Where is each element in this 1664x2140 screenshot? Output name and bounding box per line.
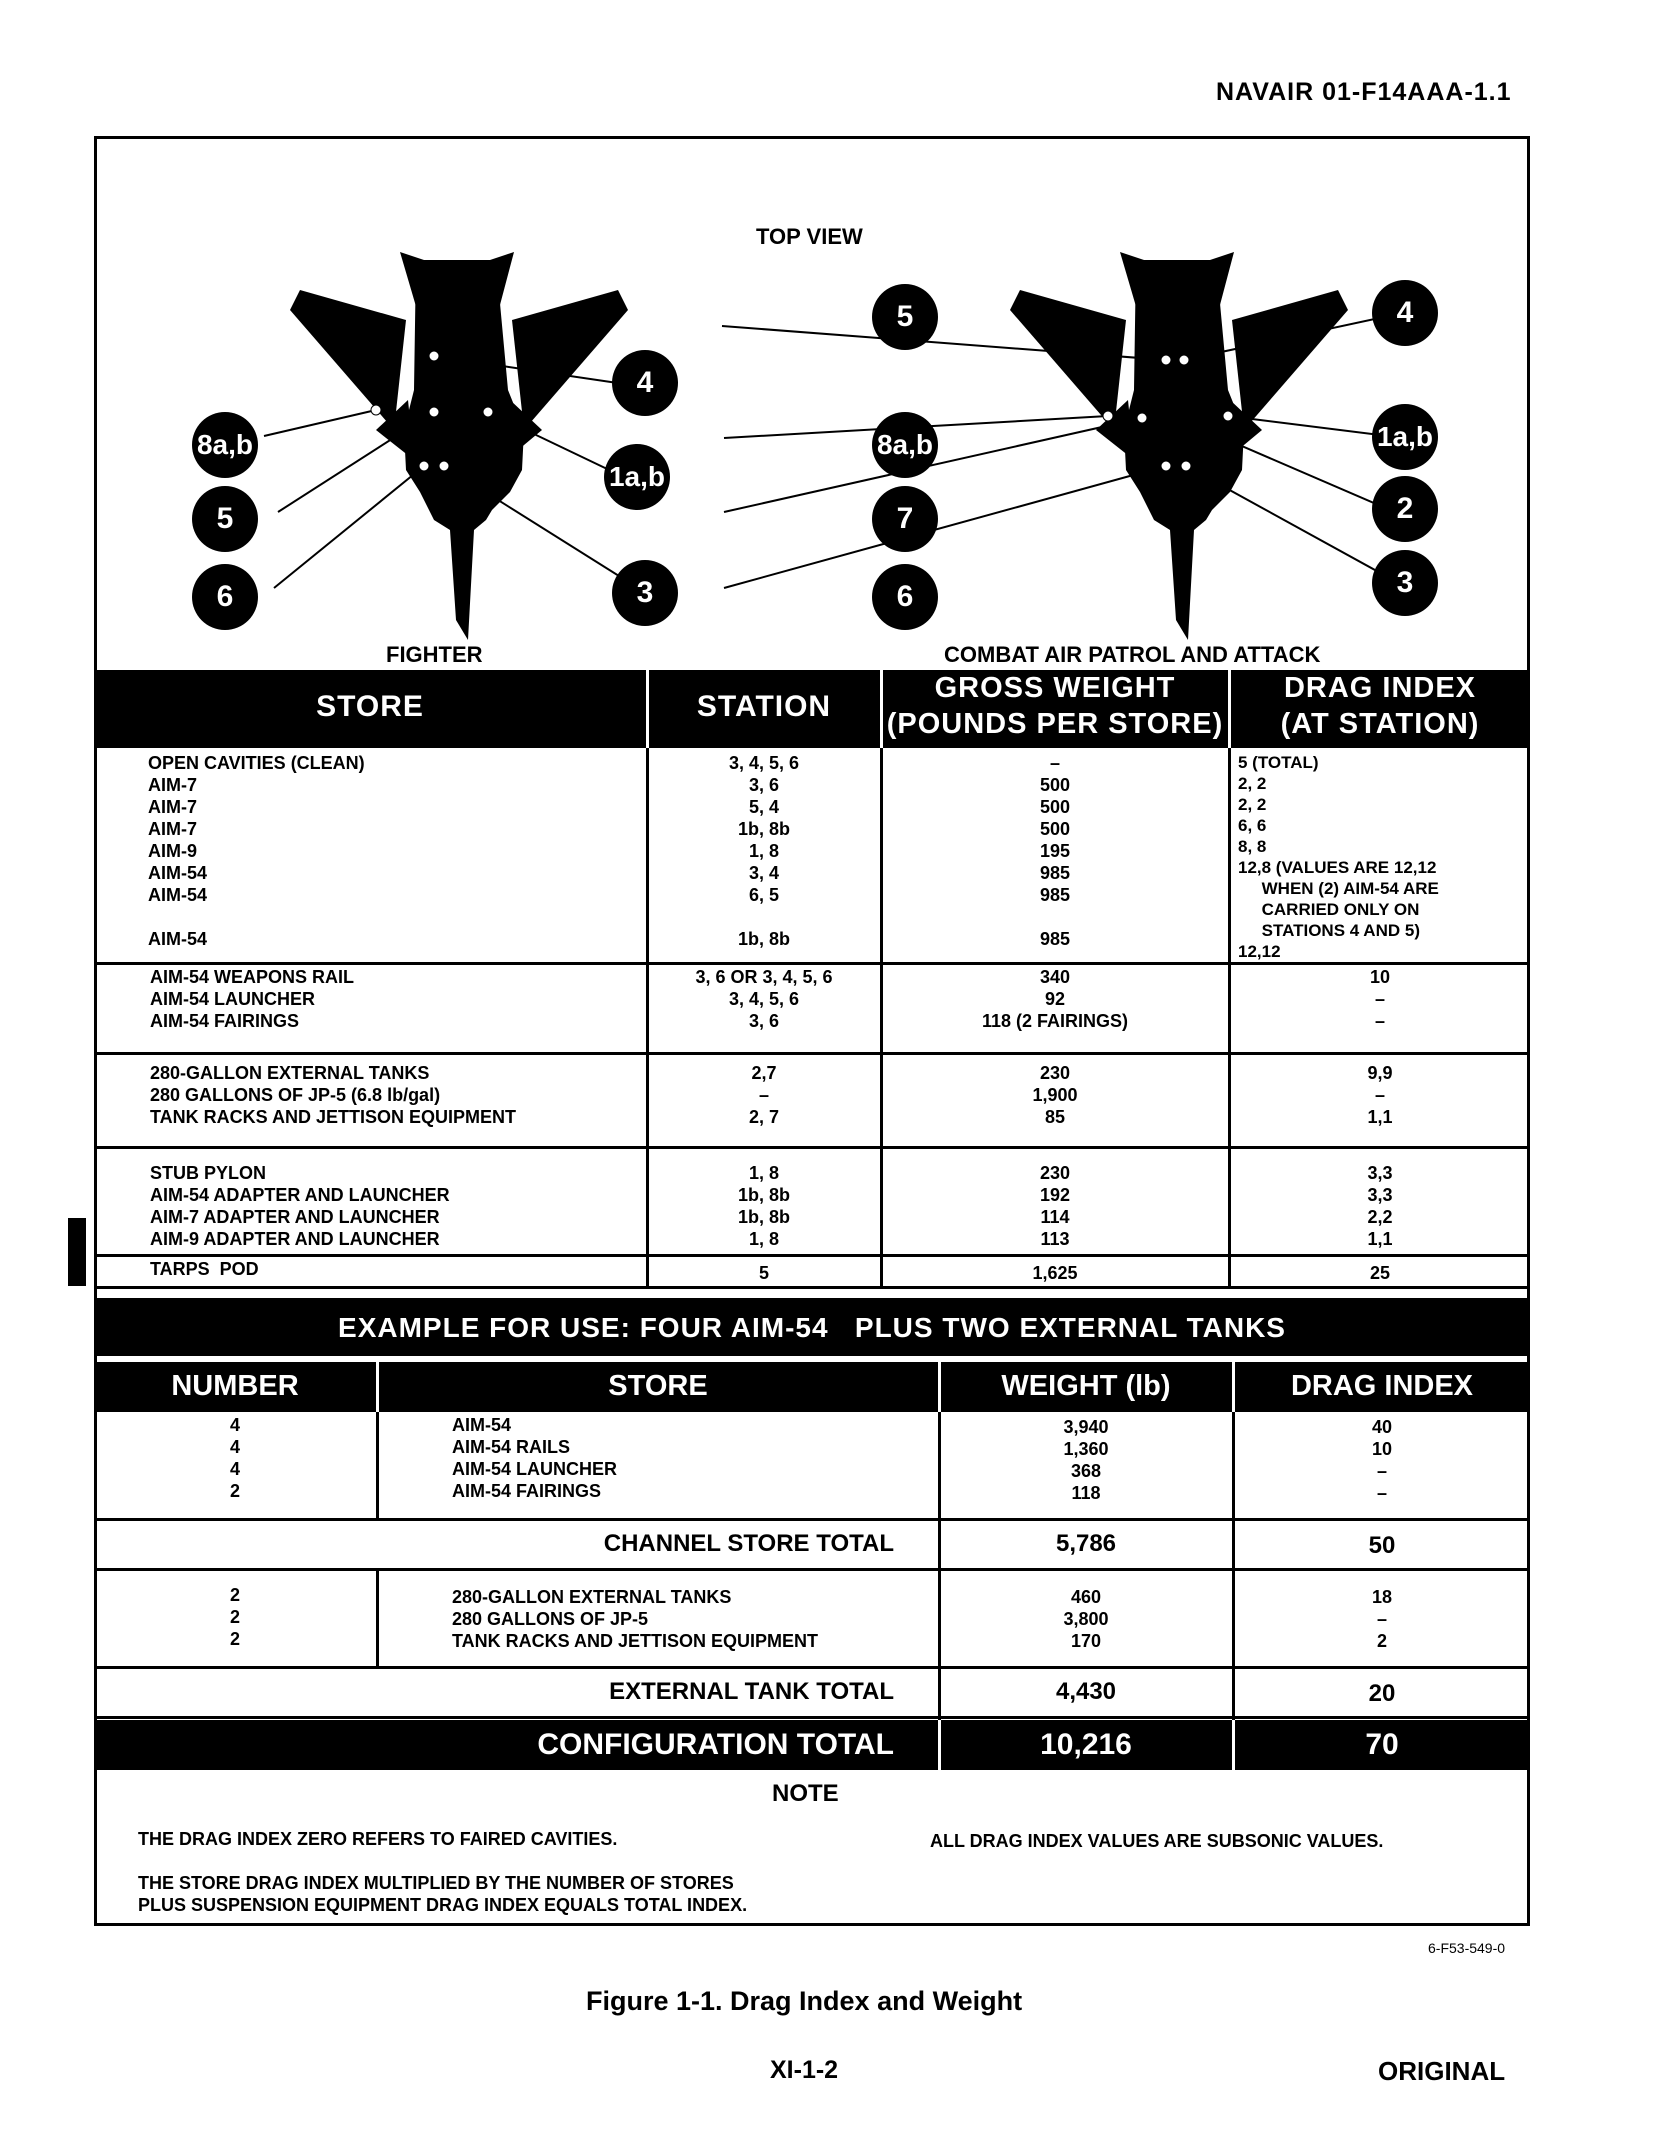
example-number-cell: 2 2 2 (229, 1585, 240, 1649)
table-row-weight: 340 92 118 (2 FAIRINGS) (981, 967, 1129, 1031)
table-row-station: 1, 8 1b, 8b 1b, 8b 1, 8 (737, 1163, 790, 1249)
table-row-weight: 1,625 (1032, 1263, 1078, 1283)
cap-attack-label: COMBAT AIR PATROL AND ATTACK (944, 642, 1321, 667)
external-tank-total-drag: 20 (1368, 1680, 1396, 1707)
table-row-store: STUB PYLON AIM-54 ADAPTER AND LAUNCHER AIM-7 ADAPTER AND LAUNCHER AIM-9 ADAPTER AND LAUNCHER (150, 1163, 450, 1249)
document-id: NAVAIR 01-F14AAA-1.1 (1216, 78, 1512, 106)
table-row-store: OPEN CAVITIES (CLEAN) AIM-7 AIM-7 AIM-7 AIM-9 AIM-54 AIM-54 AIM-54 (148, 753, 365, 949)
store-column-header: STORE (316, 690, 424, 723)
number-column-header: NUMBER (171, 1370, 299, 1402)
fighter-label: FIGHTER (386, 642, 483, 667)
table-row-drag: 9,9 – 1,1 (1367, 1063, 1393, 1127)
example-store-column-header: STORE (608, 1370, 708, 1402)
example-drag-cell: 18 – 2 (1371, 1587, 1393, 1651)
callout-4: 4 (612, 350, 678, 416)
drag-index-column-header: DRAG INDEX (AT STATION) (1280, 672, 1480, 740)
callout-1ab: 1a,b (1372, 404, 1438, 470)
configuration-total-weight: 10,216 (1040, 1728, 1132, 1761)
table-row-drag: 10 – – (1369, 967, 1391, 1031)
page-number: XI-1-2 (770, 2056, 839, 2084)
fighter-aircraft-silhouette (264, 252, 638, 640)
callout-8ab: 8a,b (192, 412, 258, 478)
channel-store-total-drag: 50 (1368, 1532, 1396, 1559)
configuration-total-label: CONFIGURATION TOTAL (537, 1728, 894, 1761)
change-bar (68, 1218, 86, 1286)
table-row-drag: 3,3 3,3 2,2 1,1 (1367, 1163, 1393, 1249)
callout-7: 7 (872, 486, 938, 552)
top-view-label: TOP VIEW (756, 224, 863, 249)
callout-5: 5 (192, 486, 258, 552)
station-column-header: STATION (696, 690, 832, 723)
cap-attack-aircraft-silhouette (722, 252, 1404, 640)
channel-store-total-label: CHANNEL STORE TOTAL (603, 1530, 894, 1557)
example-store-cell: AIM-54 AIM-54 RAILS AIM-54 LAUNCHER AIM-54 FAIRINGS (452, 1415, 618, 1501)
table-row-drag: 25 (1369, 1263, 1391, 1283)
gross-weight-column-header: GROSS WEIGHT (POUNDS PER STORE) (886, 672, 1224, 740)
note-line: THE STORE DRAG INDEX MULTIPLIED BY THE NUMBER OF STORES PLUS SUSPENSION EQUIPMENT DRAG INDEX EQUALS TOTAL INDEX. (138, 1873, 748, 1915)
example-weight-cell: 460 3,800 170 (1063, 1587, 1109, 1651)
table-row-store: TARPS POD (150, 1259, 259, 1279)
table-row-station: 3, 4, 5, 6 3, 6 5, 4 1b, 8b 1, 8 3, 4 6, 5 1b, 8b (728, 753, 800, 949)
callout-1ab: 1a,b (604, 444, 670, 510)
table-row-weight: 230 192 114 113 (1039, 1163, 1071, 1249)
note-line: ALL DRAG INDEX VALUES ARE SUBSONIC VALUES. (930, 1831, 1384, 1851)
example-number-cell: 4 4 4 2 (229, 1415, 240, 1501)
external-tank-total-label: EXTERNAL TANK TOTAL (609, 1678, 894, 1705)
table-row-station: 2,7 – 2, 7 (748, 1063, 780, 1127)
table-row-station: 3, 6 OR 3, 4, 5, 6 3, 4, 5, 6 3, 6 (695, 967, 833, 1031)
example-drag-column-header: DRAG INDEX (1290, 1370, 1474, 1402)
weight-column-header: WEIGHT (lb) (1001, 1370, 1171, 1402)
table-row-store: AIM-54 WEAPONS RAIL AIM-54 LAUNCHER AIM-54 FAIRINGS (150, 967, 355, 1031)
callout-5: 5 (872, 284, 938, 350)
figure-code: 6-F53-549-0 (1428, 1940, 1506, 1956)
callout-3: 3 (1372, 550, 1438, 616)
example-title: EXAMPLE FOR USE: FOUR AIM-54 PLUS TWO EXTERNAL TANKS (338, 1312, 1286, 1343)
example-store-cell: 280-GALLON EXTERNAL TANKS 280 GALLONS OF JP-5 TANK RACKS AND JETTISON EQUIPMENT (452, 1587, 819, 1651)
aircraft-diagram (94, 230, 1530, 650)
example-weight-cell: 3,940 1,360 368 118 (1063, 1417, 1109, 1503)
callout-8ab: 8a,b (872, 412, 938, 478)
example-drag-cell: 40 10 – – (1371, 1417, 1393, 1503)
table-row-store: 280-GALLON EXTERNAL TANKS 280 GALLONS OF JP-5 (6.8 lb/gal) TANK RACKS AND JETTISON EQUIPMENT (150, 1063, 517, 1127)
note-line: THE DRAG INDEX ZERO REFERS TO FAIRED CAVITIES. (138, 1829, 618, 1849)
external-tank-total-weight: 4,430 (1055, 1678, 1117, 1705)
table-row-weight: – 500 500 500 195 985 985 985 (1039, 753, 1071, 949)
channel-store-total-weight: 5,786 (1055, 1530, 1117, 1557)
status-label: ORIGINAL (1378, 2056, 1506, 2086)
callout-6: 6 (872, 564, 938, 630)
table-row-weight: 230 1,900 85 (1032, 1063, 1078, 1127)
callout-2: 2 (1372, 476, 1438, 542)
note-title: NOTE (772, 1780, 839, 1807)
figure-caption: Figure 1-1. Drag Index and Weight (586, 1986, 1023, 2016)
table-row-station: 5 (758, 1263, 769, 1283)
configuration-total-drag: 70 (1365, 1728, 1399, 1761)
table-row-drag: 5 (TOTAL) 2, 2 2, 2 6, 6 8, 8 12,8 (VALUES ARE 12,12 WHEN (2) AIM-54 ARE CARRIED ONLY ON STATIONS 4 AND 5) 12,12 (1238, 753, 1439, 961)
callout-6: 6 (192, 564, 258, 630)
callout-3: 3 (612, 560, 678, 626)
callout-4: 4 (1372, 280, 1438, 346)
